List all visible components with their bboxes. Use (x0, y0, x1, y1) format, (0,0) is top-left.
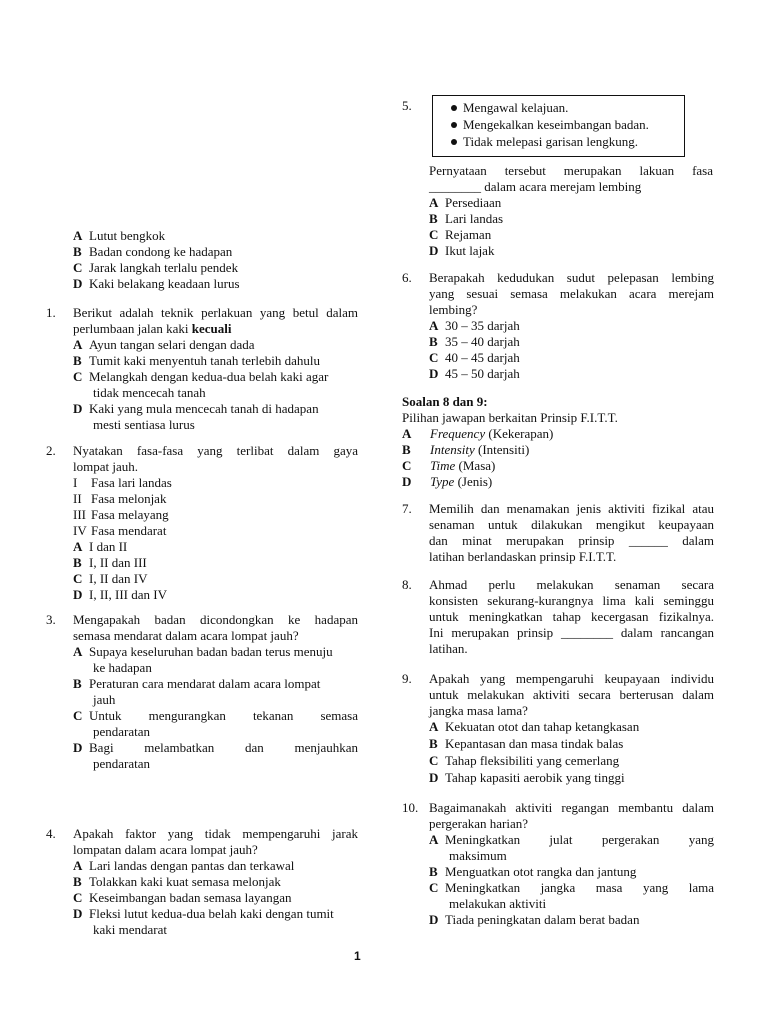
roman-item: I Fasa lari landas (73, 475, 172, 490)
question-number: 3. (46, 612, 56, 627)
option-c: C Jarak langkah terlalu pendek (73, 260, 239, 275)
section-heading: Soalan 8 dan 9: (402, 394, 488, 409)
question-text: Memilih dan menamakan jenis aktiviti fizikal atau (429, 501, 714, 516)
question-text: ________ dalam acara merejam lembing (429, 179, 642, 194)
question-text: latihan. (429, 641, 468, 656)
question-text: semasa mendarat dalam acara lompat jauh? (73, 628, 299, 643)
option-continuation: maksimum (449, 848, 507, 863)
roman-item: IV Fasa mendarat (73, 523, 167, 538)
question-text: jangka masa lama? (429, 703, 528, 718)
option-a: A Persediaan (429, 195, 502, 210)
option-d: D Bagi melambatkan dan menjauhkan (73, 740, 358, 755)
option-b: B Lari landas (429, 211, 504, 226)
question-text: lompat jauh. (73, 459, 138, 474)
fitt-item: B Intensity (Intensiti) (402, 442, 530, 457)
question-number: 7. (402, 501, 412, 516)
option-d: D Ikut lajak (429, 243, 495, 258)
fitt-item: A Frequency (Kekerapan) (402, 426, 554, 441)
option-b: B Tumit kaki menyentuh tanah terlebih dahulu (73, 353, 320, 368)
roman-item: II Fasa melonjak (73, 491, 167, 506)
question-number: 6. (402, 270, 412, 285)
option-a: A Kekuatan otot dan tahap ketangkasan (429, 719, 640, 734)
question-number: 5. (402, 98, 412, 113)
emphasis-word: kecuali (191, 321, 232, 336)
option-b: B I, II dan III (73, 555, 147, 570)
option-continuation: pendaratan (93, 756, 151, 771)
option-a: A Lutut bengkok (73, 228, 166, 243)
option-b: B Badan condong ke hadapan (73, 244, 233, 259)
question-number: 10. (402, 800, 419, 815)
option-d: D Kaki belakang keadaan lurus (73, 276, 240, 291)
question-text: untuk melakukan aktiviti secara berterusan dalam (429, 687, 714, 702)
statement-item: Tidak melepasi garisan lengkung. (449, 133, 684, 150)
option-c: C Keseimbangan badan semasa layangan (73, 890, 292, 905)
option-continuation: tidak mencecah tanah (93, 385, 206, 400)
question-text: Pernyataan tersebut merupakan lakuan fasa (429, 163, 713, 178)
question-text: latihan berlandaskan prinsip F.I.T.T. (429, 549, 617, 564)
question-text: dan minat merupakan prinsip ______ dalam (429, 533, 714, 548)
option-c: C 40 – 45 darjah (429, 350, 520, 365)
fitt-item: C Time (Masa) (402, 458, 496, 473)
question-text: Apakah faktor yang tidak mempengaruhi jarak (73, 826, 358, 841)
option-b: B Kepantasan dan masa tindak balas (429, 736, 624, 751)
option-c: C Melangkah dengan kedua-dua belah kaki agar (73, 369, 329, 384)
option-continuation: ke hadapan (93, 660, 152, 675)
prev-question-options (73, 228, 363, 292)
option-d: D I, II, III dan IV (73, 587, 167, 602)
section-intro: Pilihan jawapan berkaitan Prinsip F.I.T.T. (402, 410, 618, 425)
question-text: pergerakan harian? (429, 816, 529, 831)
bullet-icon (451, 139, 457, 145)
option-d: D Fleksi lutut kedua-dua belah kaki dengan tumit (73, 906, 334, 921)
page-number: 1 (354, 949, 361, 963)
bullet-icon (451, 105, 457, 111)
option-a: A I dan II (73, 539, 128, 554)
statement-item: Mengawal kelajuan. (449, 99, 684, 116)
option-d: D Tahap kapasiti aerobik yang tinggi (429, 770, 625, 785)
option-continuation: kaki mendarat (93, 922, 167, 937)
option-d: D 45 – 50 darjah (429, 366, 520, 381)
question-text: Bagaimanakah aktiviti regangan membantu dalam (429, 800, 714, 815)
question-text: perlumbaan jalan kaki (73, 321, 189, 336)
option-c: C Untuk mengurangkan tekanan semasa (73, 708, 358, 723)
option-c: C I, II dan IV (73, 571, 148, 586)
question-text: lompatan dalam acara lompat jauh? (73, 842, 258, 857)
bullet-icon (451, 122, 457, 128)
question-text: Ahmad perlu melakukan senaman secara (429, 577, 714, 592)
option-d: D Tiada peningkatan dalam berat badan (429, 912, 640, 927)
statement-box (432, 95, 685, 157)
statement-item: Mengekalkan keseimbangan badan. (449, 116, 684, 133)
question-text: untuk meningkatkan tahap kecergasan fizikalnya. (429, 609, 714, 624)
option-a: A 30 – 35 darjah (429, 318, 520, 333)
question-text: Mengapakah badan dicondongkan ke hadapan (73, 612, 358, 627)
question-text: yang sesuai semasa melakukan acara merejam (429, 286, 714, 301)
question-text: Apakah yang mempengaruhi keupayaan individu (429, 671, 714, 686)
question-5 (429, 163, 713, 259)
question-5-number-wrap (402, 98, 432, 114)
question-number: 2. (46, 443, 56, 458)
roman-item: III Fasa melayang (73, 507, 169, 522)
option-a: A Lari landas dengan pantas dan terkawal (73, 858, 295, 873)
question-number: 8. (402, 577, 412, 592)
option-continuation: mesti sentiasa lurus (93, 417, 195, 432)
question-text: Ini merupakan prinsip ________ dalam rancangan (429, 625, 714, 640)
option-continuation: jauh (93, 692, 116, 707)
option-b: B Menguatkan otot rangka dan jantung (429, 864, 637, 879)
option-a: A Ayun tangan selari dengan dada (73, 337, 255, 352)
question-number: 9. (402, 671, 412, 686)
question-text: Nyatakan fasa-fasa yang terlibat dalam gaya (73, 443, 358, 458)
fitt-item: D Type (Jenis) (402, 474, 493, 489)
option-b: B Peraturan cara mendarat dalam acara lompat (73, 676, 321, 691)
question-number: 4. (46, 826, 56, 841)
option-b: B Tolakkan kaki kuat semasa melonjak (73, 874, 281, 889)
question-number: 1. (46, 305, 56, 320)
question-text: konsisten sekurang-kurangnya lima kali seminggu (429, 593, 714, 608)
question-text: Berapakah kedudukan sudut pelepasan lembing (429, 270, 714, 285)
option-continuation: melakukan aktiviti (449, 896, 547, 911)
fitt-section (402, 394, 714, 490)
option-c: C Meningkatkan jangka masa yang lama (429, 880, 714, 895)
option-d: D Kaki yang mula mencecah tanah di hadapan (73, 401, 319, 416)
option-a: A Meningkatkan julat pergerakan yang (429, 832, 714, 847)
option-b: B 35 – 40 darjah (429, 334, 520, 349)
question-text: senaman untuk dilakukan mengikut keupayaan (429, 517, 714, 532)
question-text: Berikut adalah teknik perlakuan yang betul dalam (73, 305, 358, 320)
option-a: A Supaya keseluruhan badan badan terus menuju (73, 644, 333, 659)
option-c: C Tahap fleksibiliti yang cemerlang (429, 753, 620, 768)
option-continuation: pendaratan (93, 724, 151, 739)
option-c: C Rejaman (429, 227, 492, 242)
question-text: lembing? (429, 302, 478, 317)
